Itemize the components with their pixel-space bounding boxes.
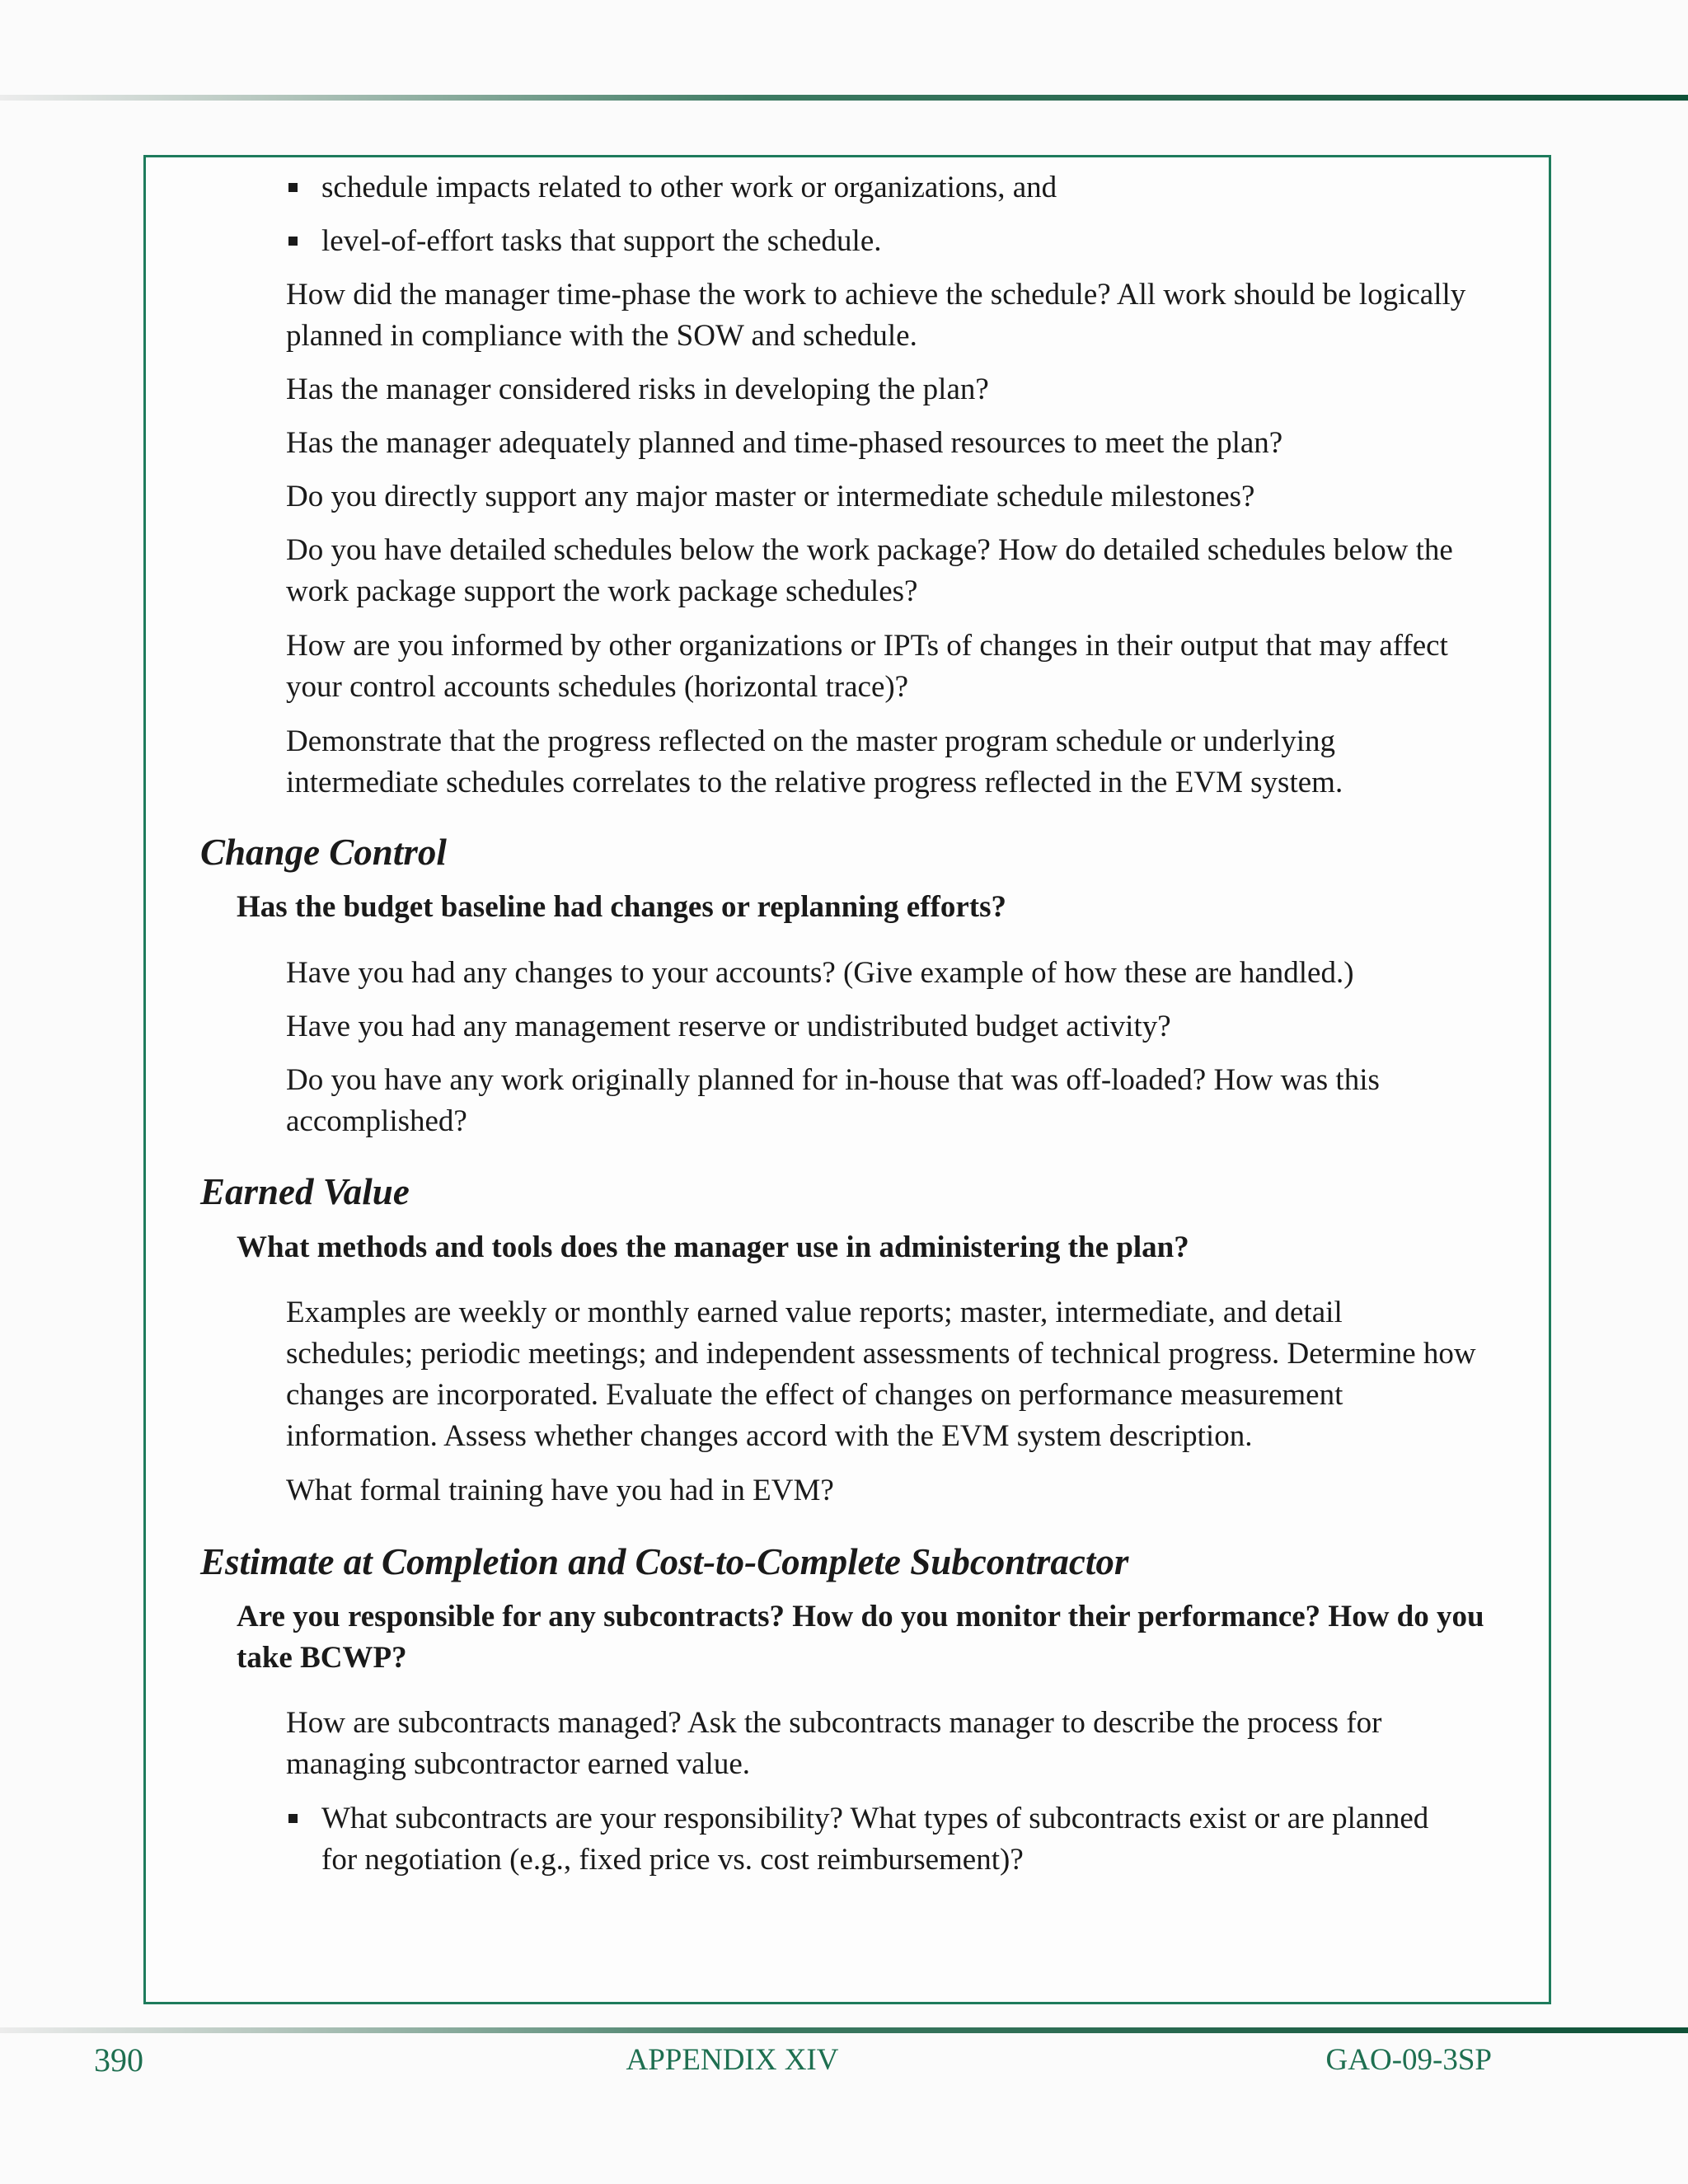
paragraph: Have you had any management reserve or undistributed budget activity? — [286, 1010, 1171, 1043]
list-item — [288, 221, 1459, 262]
question-heading: Are you responsible for any subcontracts? How do you monitor their performance? How do you take BCWP? — [237, 1600, 1484, 1675]
page-number: 390 — [94, 2041, 143, 2079]
square-bullet-icon — [288, 1814, 298, 1823]
paragraph: Have you had any changes to your accounts? (Give example of how these are handled.) — [286, 956, 1354, 990]
footer-section-label: APPENDIX XIV — [626, 2043, 839, 2077]
section-heading-earned-value: Earned Value — [200, 1171, 410, 1212]
top-rule — [0, 95, 1688, 101]
paragraph: Examples are weekly or monthly earned value reports; master, intermediate, and detail schedules; periodic meetings; and independent assessments of technical progress. Determine how changes are incorporated. Evaluate the effect of changes on performance measurement information. Assess whether changes accord with the EVM system description. — [286, 1296, 1476, 1453]
section-heading-eac: Estimate at Completion and Cost-to-Complete Subcontractor — [200, 1541, 1129, 1582]
list-item-text: What subcontracts are your responsibility? What types of subcontracts exist or are planned for negotiation (e.g., fixed price vs. cost reimbursement)? — [321, 1802, 1429, 1877]
paragraph: Do you directly support any major master or intermediate schedule milestones? — [286, 480, 1255, 513]
section-heading-change-control: Change Control — [200, 832, 447, 873]
question-heading: What methods and tools does the manager use in administering the plan? — [237, 1230, 1189, 1264]
footer-report-id: GAO-09-3SP — [1325, 2043, 1492, 2077]
paragraph: Do you have detailed schedules below the work package? How do detailed schedules below the work package support the work package schedules? — [286, 533, 1453, 608]
paragraph: How did the manager time-phase the work to achieve the schedule? All work should be logically planned in compliance with the SOW and schedule. — [286, 278, 1466, 353]
list-item-text: schedule impacts related to other work or organizations, and — [321, 171, 1057, 204]
paragraph: How are you informed by other organizations or IPTs of changes in their output that may affect your control accounts schedules (horizontal trace)? — [286, 629, 1448, 704]
paragraph: Do you have any work originally planned for in-house that was off-loaded? How was this accomplished? — [286, 1063, 1380, 1138]
paragraph: Has the manager adequately planned and time-phased resources to meet the plan? — [286, 426, 1283, 460]
list-item-text: level-of-effort tasks that support the schedule. — [321, 224, 882, 258]
paragraph: How are subcontracts managed? Ask the subcontracts manager to describe the process for managing subcontractor earned value. — [286, 1706, 1382, 1781]
square-bullet-icon — [288, 183, 298, 192]
paragraph: What formal training have you had in EVM? — [286, 1474, 834, 1507]
question-heading: Has the budget baseline had changes or replanning efforts? — [237, 890, 1006, 924]
list-item — [288, 1798, 1459, 1881]
list-item — [288, 167, 1459, 209]
paragraph: Has the manager considered risks in developing the plan? — [286, 373, 989, 406]
paragraph: Demonstrate that the progress reflected on the master program schedule or underlying intermediate schedules correlates to the relative progress reflected in the EVM system. — [286, 724, 1343, 799]
bottom-rule — [0, 2027, 1688, 2033]
square-bullet-icon — [288, 237, 298, 246]
